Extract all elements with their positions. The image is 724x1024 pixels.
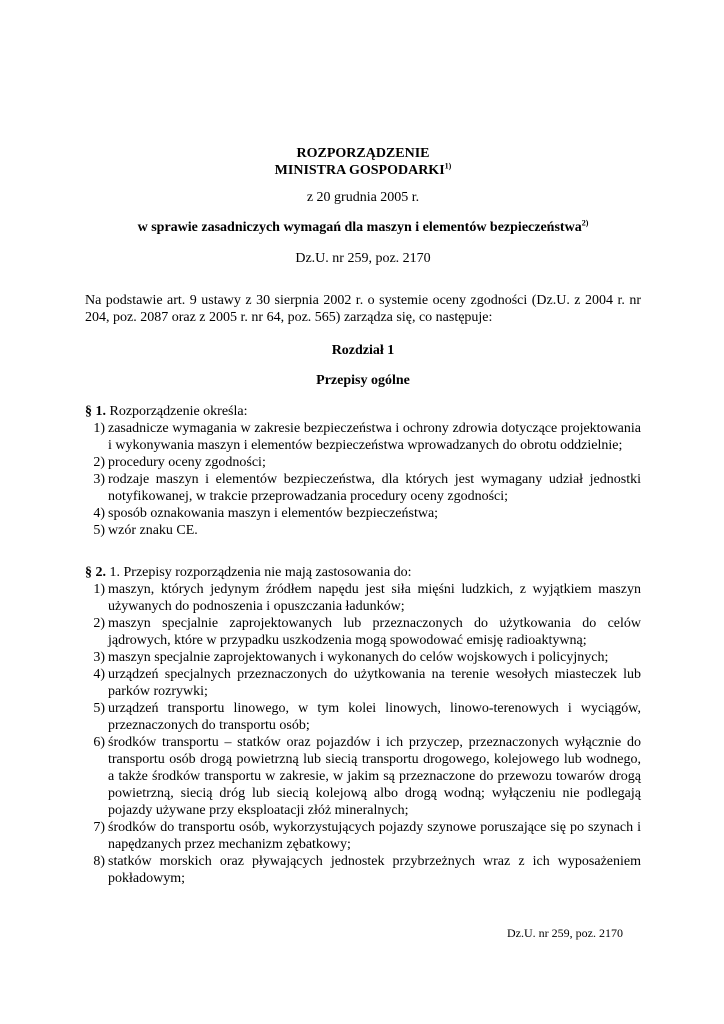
item-text: urządzeń specjalnych przeznaczonych do użytkowania na terenie wesołych miasteczek lub parków rozrywki; <box>108 667 641 699</box>
subject-text: w sprawie zasadniczych wymagań dla maszyn i elementów bezpieczeństwa <box>137 220 582 235</box>
item-text: maszyn, których jedynym źródłem napędu jest siła mięśni ludzkich, z wyjątkiem maszyn używanych do podnoszenia i opuszczania ładunków; <box>108 582 641 614</box>
item-text: rodzaje maszyn i elementów bezpieczeństwa, dla których jest wymagany udział jednostki notyfikowanej, w trakcie przeprowadzania procedury oceny zgodności; <box>108 472 641 504</box>
section-1-lead: Rozporządzenie określa: <box>109 404 248 419</box>
list-item <box>85 581 641 615</box>
item-text: wzór znaku CE. <box>108 523 198 538</box>
title-line-2-text: MINISTRA GOSPODARKI <box>274 163 445 178</box>
item-number: 8) <box>93 854 105 869</box>
document-date: z 20 grudnia 2005 r. <box>306 190 420 205</box>
section-2-heading <box>85 564 641 581</box>
list-item <box>85 649 641 666</box>
item-number: 5) <box>93 523 105 538</box>
section-1-heading <box>85 403 641 420</box>
document-subject <box>85 219 641 236</box>
list-item <box>85 471 641 505</box>
item-number: 2) <box>93 455 105 470</box>
item-text: urządzeń transportu linowego, w tym kolei linowych, linowo-terenowych i wyciągów, przeznaczonych do transportu osób; <box>108 701 641 733</box>
item-text: maszyn specjalnie zaprojektowanych lub przeznaczonych do użytkowania do celów jądrowych, które w przypadku uszkodzenia mogą spowodować emisję radioaktywną; <box>108 616 641 648</box>
item-text: statków morskich oraz pływających jednostek przybrzeżnych wraz z ich wyposażeniem pokładowym; <box>108 854 641 886</box>
list-item <box>85 666 641 700</box>
list-item <box>85 819 641 853</box>
item-text: sposób oznakowania maszyn i elementów bezpieczeństwa; <box>108 506 439 521</box>
item-number: 1) <box>93 421 105 436</box>
item-number: 1) <box>93 582 105 597</box>
item-number: 3) <box>93 472 105 487</box>
item-number: 6) <box>93 735 105 750</box>
title-line-2 <box>85 162 641 179</box>
section-2-lead: 1. Przepisy rozporządzenia nie mają zastosowania do: <box>109 565 412 580</box>
item-text: procedury oceny zgodności; <box>108 455 266 470</box>
item-number: 4) <box>93 506 105 521</box>
chapter-title: Przepisy ogólne <box>316 373 410 388</box>
title-line-1: ROZPORZĄDZENIE <box>296 146 430 161</box>
list-item <box>85 522 641 539</box>
list-item <box>85 505 641 522</box>
intro-paragraph: Na podstawie art. 9 ustawy z 30 sierpnia 2002 r. o systemie oceny zgodności (Dz.U. z 2004 r. nr 204, poz. 2087 oraz z 2005 r. nr 64, poz. 565) zarządza się, co następuje: <box>85 293 641 325</box>
document-citation: Dz.U. nr 259, poz. 2170 <box>295 251 431 266</box>
item-number: 7) <box>93 820 105 835</box>
section-1-marker: § 1. <box>85 404 106 419</box>
item-number: 3) <box>93 650 105 665</box>
item-text: środków do transportu osób, wykorzystujących pojazdy szynowe poruszające się po szynach i napędzanych przez mechanizm zębatkowy; <box>108 820 641 852</box>
list-item <box>85 454 641 471</box>
list-item <box>85 420 641 454</box>
list-item <box>85 700 641 734</box>
section-1-list <box>85 420 641 539</box>
section-2 <box>85 564 641 887</box>
item-number: 4) <box>93 667 105 682</box>
list-item <box>85 734 641 819</box>
section-1 <box>85 403 641 539</box>
item-text: środków transportu – statków oraz pojazdów i ich przyczep, przeznaczonych wyłącznie do transportu osób drogą powietrzną lub siecią transportu drogowego, kolejowego lub wodnego, a także środków transportu w zakresie, w jakim są przeznaczone do przewozu towarów drogą powietrzną, siecią dróg lub siecią kolejową albo drogą wodną; wyłączeniu nie podlegają pojazdy używane przy eksploatacji złóż mineralnych; <box>108 735 641 818</box>
footnote-ref-2: 2) <box>581 218 589 228</box>
page-footer-citation: Dz.U. nr 259, poz. 2170 <box>507 926 623 940</box>
list-item <box>85 615 641 649</box>
list-item <box>85 853 641 887</box>
document-title <box>85 145 641 179</box>
item-number: 2) <box>93 616 105 631</box>
footnote-ref-1: 1) <box>444 161 452 171</box>
item-number: 5) <box>93 701 105 716</box>
item-text: maszyn specjalnie zaprojektowanych i wykonanych do celów wojskowych i policyjnych; <box>108 650 609 665</box>
section-2-marker: § 2. <box>85 565 106 580</box>
item-text: zasadnicze wymagania w zakresie bezpieczeństwa i ochrony zdrowia dotyczące projektowania i wykonywania maszyn i elementów bezpieczeństwa wprowadzanych do obrotu oddzielnie; <box>108 421 641 453</box>
section-2-list <box>85 581 641 887</box>
chapter-label: Rozdział 1 <box>331 343 395 358</box>
